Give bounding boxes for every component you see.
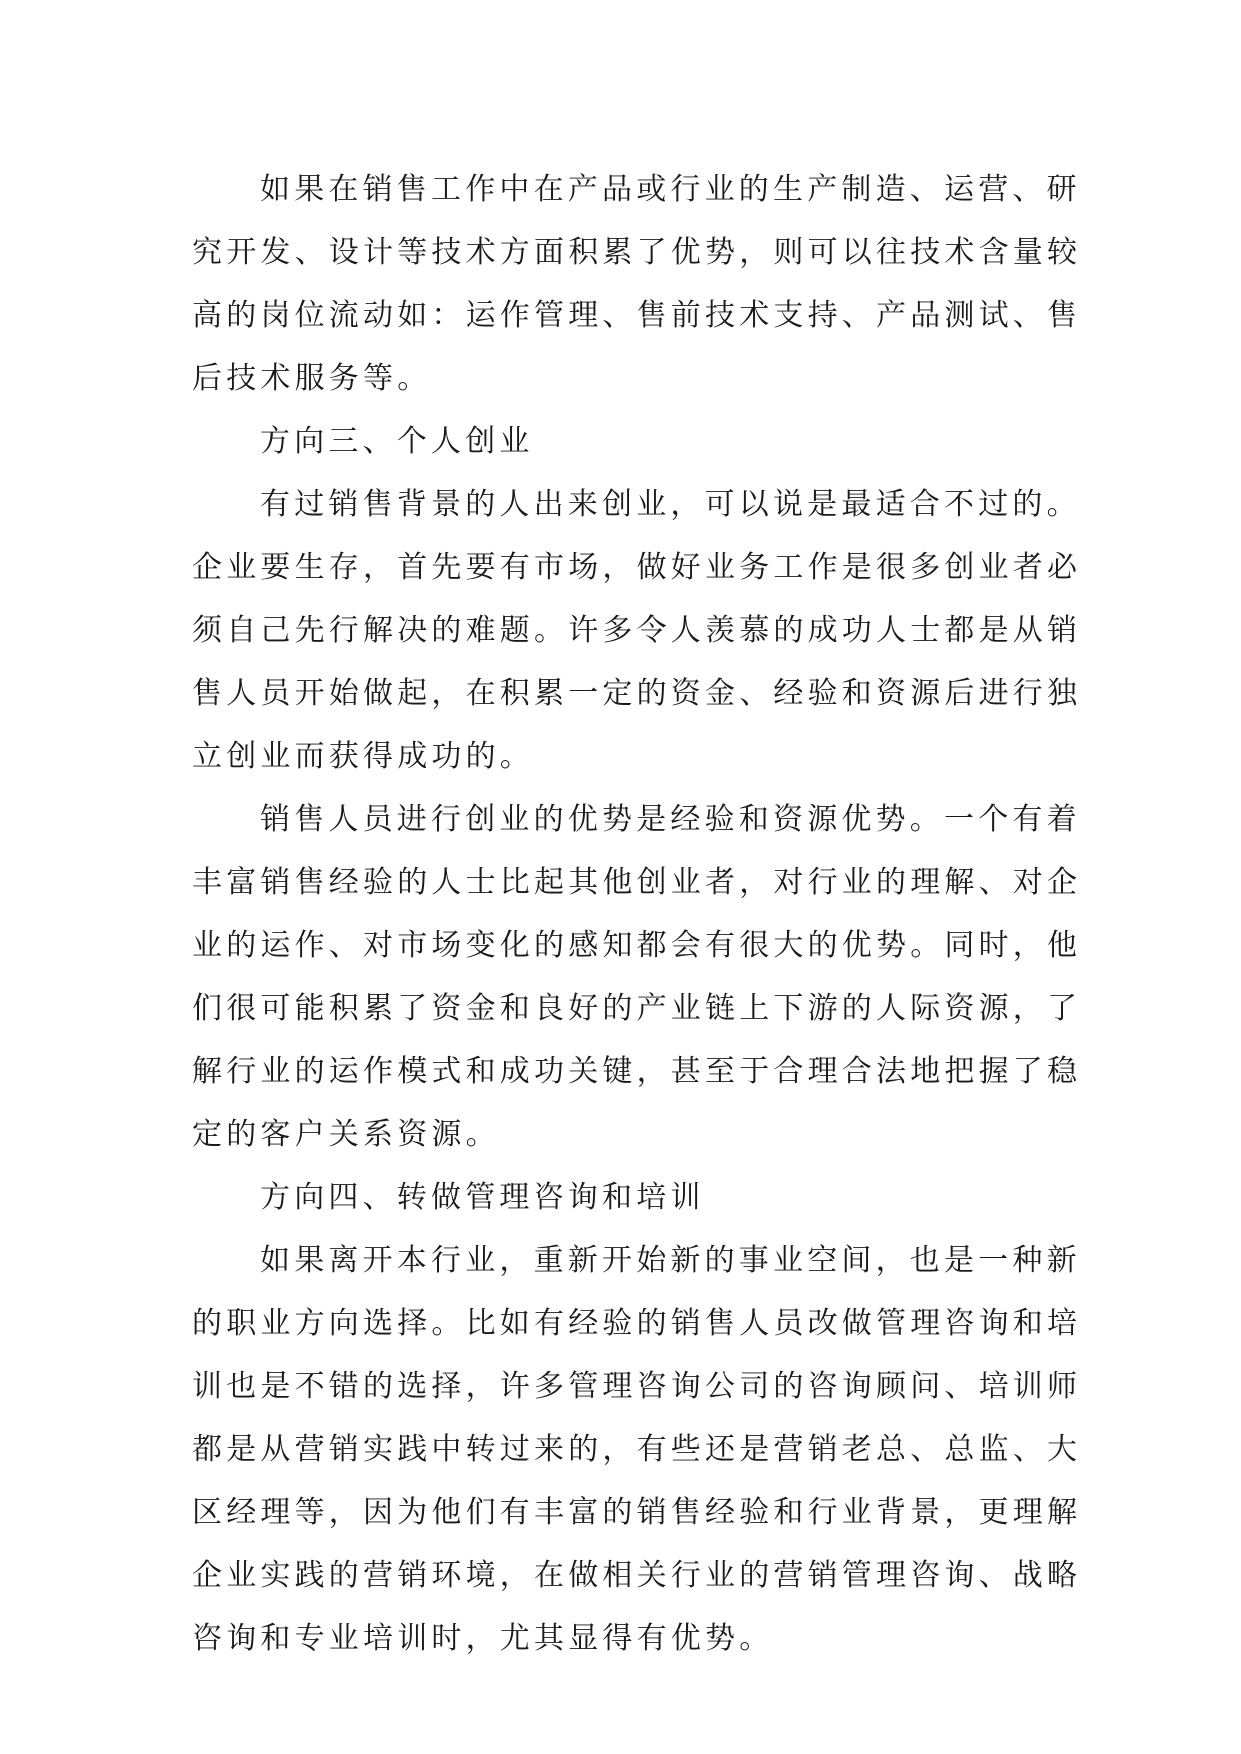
text-line: 解行业的运作模式和成功关键，甚至于合理合法地把握了稳 bbox=[192, 1054, 1082, 1089]
text-line: 后技术服务等。 bbox=[192, 361, 432, 396]
text-line: 都是从营销实践中转过来的，有些还是营销老总、总监、大 bbox=[192, 1432, 1082, 1467]
section-heading: 方向三、个人创业 bbox=[260, 424, 534, 459]
text-line: 咨询和专业培训时，尤其显得有优势。 bbox=[192, 1621, 774, 1656]
text-line: 训也是不错的选择，许多管理咨询公司的咨询顾问、培训师 bbox=[192, 1369, 1082, 1404]
text-line: 业的运作、对市场变化的感知都会有很大的优势。同时，他 bbox=[192, 928, 1082, 963]
text-line: 如果在销售工作中在产品或行业的生产制造、运营、研 bbox=[260, 172, 1081, 207]
text-line: 售人员开始做起，在积累一定的资金、经验和资源后进行独 bbox=[192, 676, 1082, 711]
text-line: 须自己先行解决的难题。许多令人羡慕的成功人士都是从销 bbox=[192, 613, 1082, 648]
text-line: 丰富销售经验的人士比起其他创业者，对行业的理解、对企 bbox=[192, 865, 1082, 900]
text-line: 高的岗位流动如：运作管理、售前技术支持、产品测试、售 bbox=[192, 298, 1082, 333]
text-line: 立创业而获得成功的。 bbox=[192, 739, 534, 774]
text-line: 企业要生存，首先要有市场，做好业务工作是很多创业者必 bbox=[192, 550, 1082, 585]
text-line: 的职业方向选择。比如有经验的销售人员改做管理咨询和培 bbox=[192, 1306, 1082, 1341]
text-line: 们很可能积累了资金和良好的产业链上下游的人际资源，了 bbox=[192, 991, 1082, 1026]
document-body bbox=[192, 158, 1082, 1670]
text-line: 究开发、设计等技术方面积累了优势，则可以往技术含量较 bbox=[192, 235, 1082, 270]
text-line: 有过销售背景的人出来创业，可以说是最适合不过的。 bbox=[260, 487, 1081, 522]
section-heading: 方向四、转做管理咨询和培训 bbox=[260, 1180, 705, 1215]
text-line: 区经理等，因为他们有丰富的销售经验和行业背景，更理解 bbox=[192, 1495, 1082, 1530]
text-line: 销售人员进行创业的优势是经验和资源优势。一个有着 bbox=[260, 802, 1081, 837]
text-line: 如果离开本行业，重新开始新的事业空间，也是一种新 bbox=[260, 1243, 1081, 1278]
text-line: 定的客户关系资源。 bbox=[192, 1117, 500, 1152]
text-line: 企业实践的营销环境，在做相关行业的营销管理咨询、战略 bbox=[192, 1558, 1082, 1593]
